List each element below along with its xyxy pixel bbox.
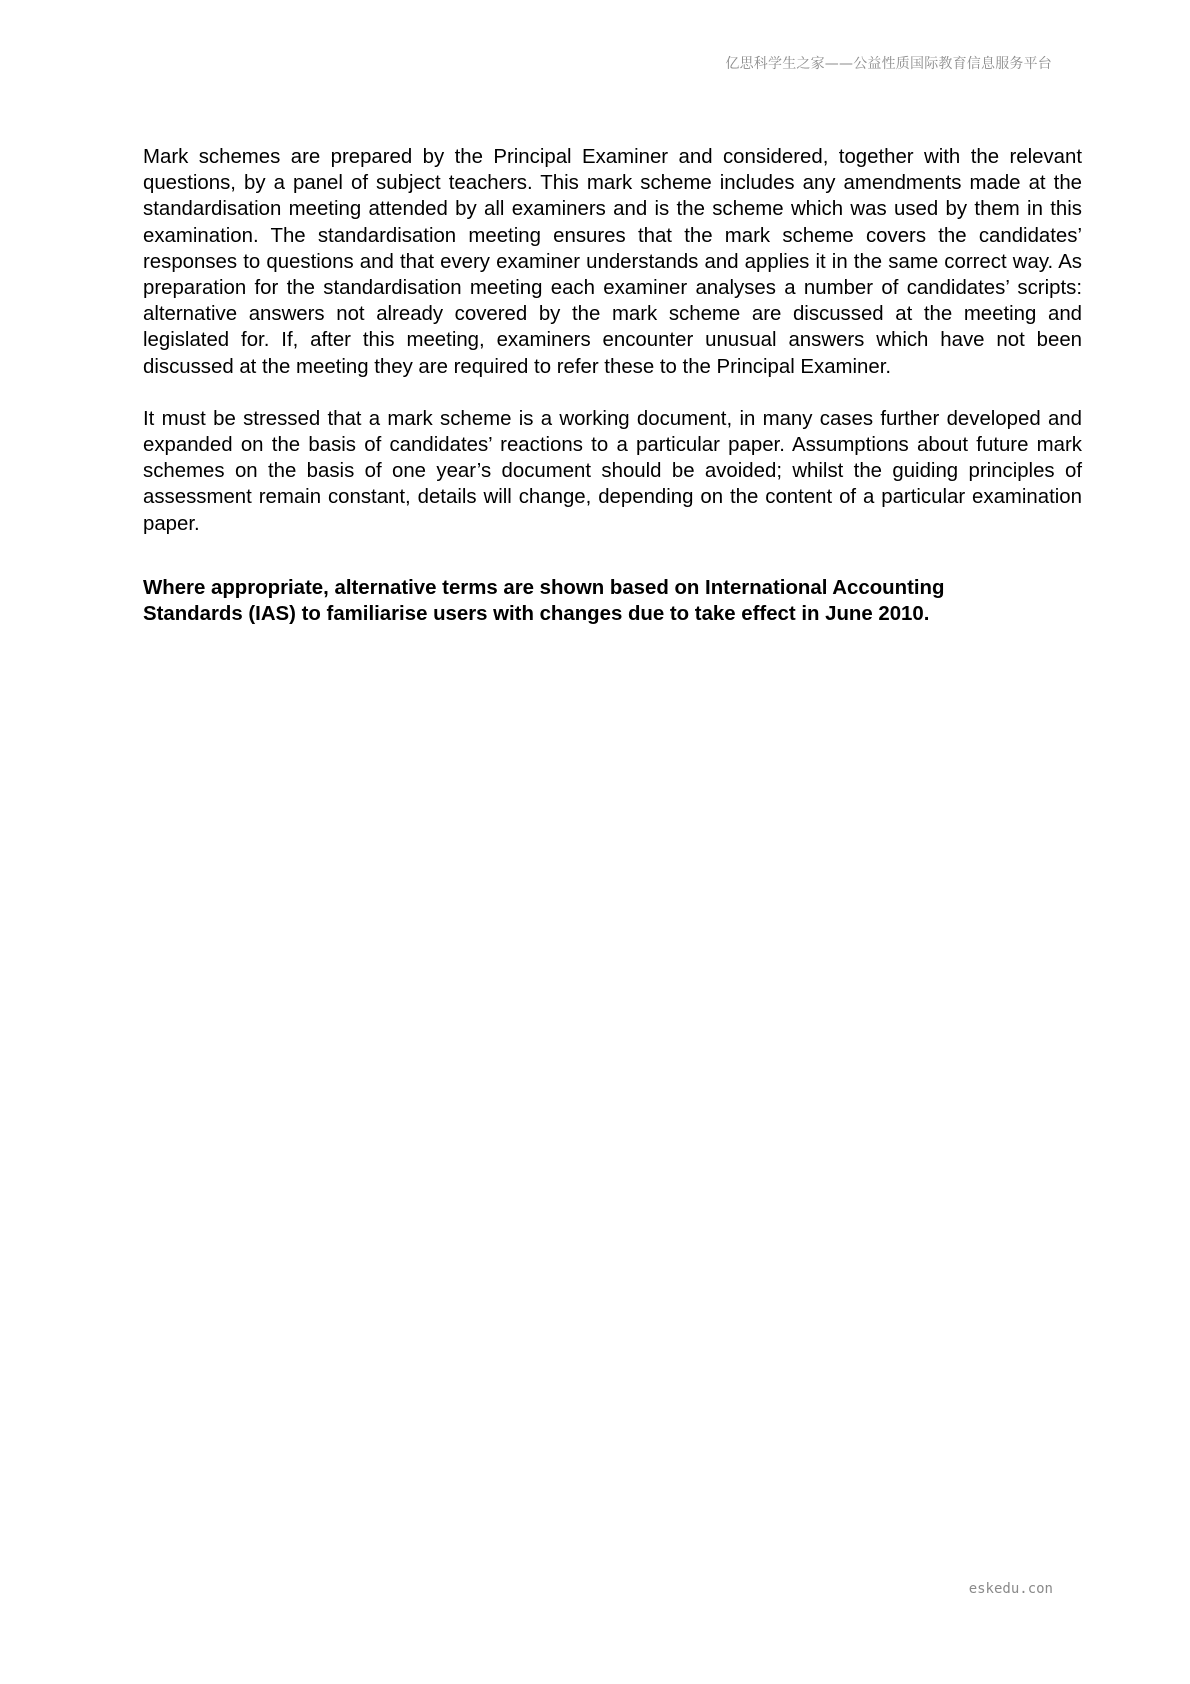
ias-note-line-1: Where appropriate, alternative terms are shown based on International Accounting [143,576,945,599]
paragraph-mark-scheme-preparation: Mark schemes are prepared by the Principal Examiner and considered, together with the relevant questions, by a panel of subject teachers. This mark scheme includes any amendments made at the standardisation meeting attended by all examiners and is the scheme which was used by them in this examination. The standardisation meeting ensures that the mark scheme covers the candidates’ responses to questions and that every examiner understands and applies it in the same correct way. As preparation for the standardisation meeting each examiner analyses a number of candidates’ scripts: alternative answers not already covered by the mark scheme are discussed at the meeting and legislated for. If, after this meeting, examiners encounter unusual answers which have not been discussed at the meeting they are required to refer these to the Principal Examiner. [143,146,1082,378]
ias-note [143,575,1082,627]
header-watermark: 亿思科学生之家——公益性质国际教育信息服务平台 [725,56,1052,72]
footer-site-text: eskedu.con [968,1581,1053,1597]
document-body [143,144,1082,627]
ias-note-line-2: Standards (IAS) to familiarise users with changes due to take effect in June 2010. [143,603,930,626]
paragraph-working-document: It must be stressed that a mark scheme is a working document, in many cases further developed and expanded on the basis of candidates’ reactions to a particular paper. Assumptions about future mark schemes on the basis of one year’s document should be avoided; whilst the guiding principles of assessment remain constant, details will change, depending on the content of a particular examination paper. [143,407,1082,535]
